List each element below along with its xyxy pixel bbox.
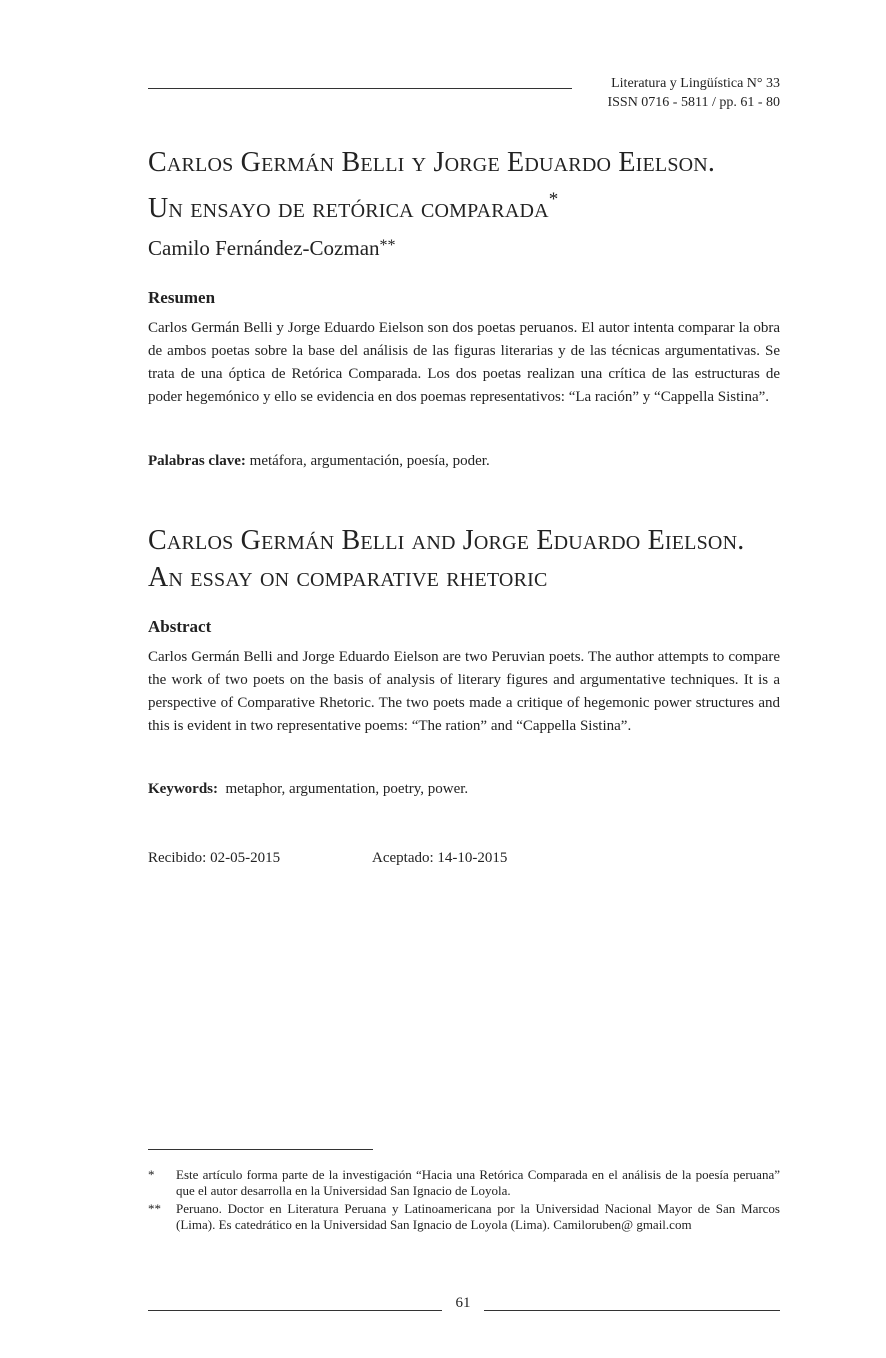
keywords-spanish [148, 453, 490, 470]
article-title-english [148, 522, 808, 596]
author-line [148, 236, 396, 261]
keywords-spanish-label: Palabras clave: [148, 453, 246, 469]
footnote-1 [148, 1167, 780, 1199]
footnote-2-mark: ** [148, 1201, 161, 1216]
footnote-1-text: Este artículo forma parte de la investigación “Hacia una Retórica Comparada en el análisis de la poesía peruana” que el autor desarrolla en la Universidad San Ignacio de Loyola. [176, 1167, 780, 1198]
footer-rule-left [148, 1310, 442, 1311]
footnote-2 [148, 1201, 780, 1233]
title-spanish-line-2-text: Un ensayo de retórica comparada [148, 193, 549, 224]
footnote-1-mark: * [148, 1167, 155, 1182]
resumen-text: Carlos Germán Belli y Jorge Eduardo Eielson son dos poetas peruanos. El autor intenta comparar la obra de ambos poetas sobre la base del análisis de las figuras literarias y de las técnicas argumentativas. Se trata de una óptica de Retórica Comparada. Los dos poetas realizan una crítica de las estructuras de poder hegemónico y ello se evidencia en dos poemas representativos: “La ración” y “Cappella Sistina”. [148, 320, 780, 405]
page-number: 61 [455, 1295, 471, 1311]
keywords-english-values: metaphor, argumentation, poetry, power. [218, 781, 469, 797]
footnote-rule [148, 1149, 373, 1150]
keywords-english [148, 781, 468, 798]
received-date: Recibido: 02-05-2015 [148, 850, 281, 866]
abstract-heading: Abstract [148, 617, 212, 636]
resumen-heading: Resumen [148, 288, 216, 307]
footer-rule-right [484, 1310, 780, 1311]
author-footnote-mark: ** [379, 237, 396, 254]
journal-issn: ISSN 0716 - 5811 / pp. 61 - 80 [607, 95, 780, 110]
article-title-spanish [148, 144, 808, 227]
keywords-english-label: Keywords: [148, 781, 218, 797]
journal-name: Literatura y Lingüística N° 33 [611, 76, 780, 91]
author-name: Camilo Fernández-Cozman [148, 236, 380, 260]
footnote-2-text: Peruano. Doctor en Literatura Peruana y Latinoamericana por la Universidad Nacional Mayor de San Marcos (Lima). Es catedrático en la Universidad San Ignacio de Loyola (Lima). Camiloruben@ gmail.com [176, 1201, 780, 1232]
title-english-line-1: Carlos Germán Belli and Jorge Eduardo Eielson. [148, 525, 745, 556]
abstract-text: Carlos Germán Belli and Jorge Eduardo Eielson are two Peruvian poets. The author attempts to compare the work of two poets on the basis of analysis of literary figures and argumentative techniques. It is a perspective of Comparative Rhetoric. The two poets made a critique of hegemonic power structures and this is evident in two representative poems: “The ration” and “Cappella Sistina”. [148, 649, 780, 734]
title-spanish-line-1: Carlos Germán Belli y Jorge Eduardo Eielson. [148, 147, 716, 178]
title-footnote-mark: * [548, 189, 559, 210]
header-rule [148, 88, 572, 89]
keywords-spanish-values: metáfora, argumentación, poesía, poder. [245, 453, 490, 469]
accepted-date: Aceptado: 14-10-2015 [372, 850, 508, 866]
title-spanish-line-2 [148, 181, 808, 227]
title-english-line-2: An essay on comparative rhetoric [148, 562, 548, 593]
